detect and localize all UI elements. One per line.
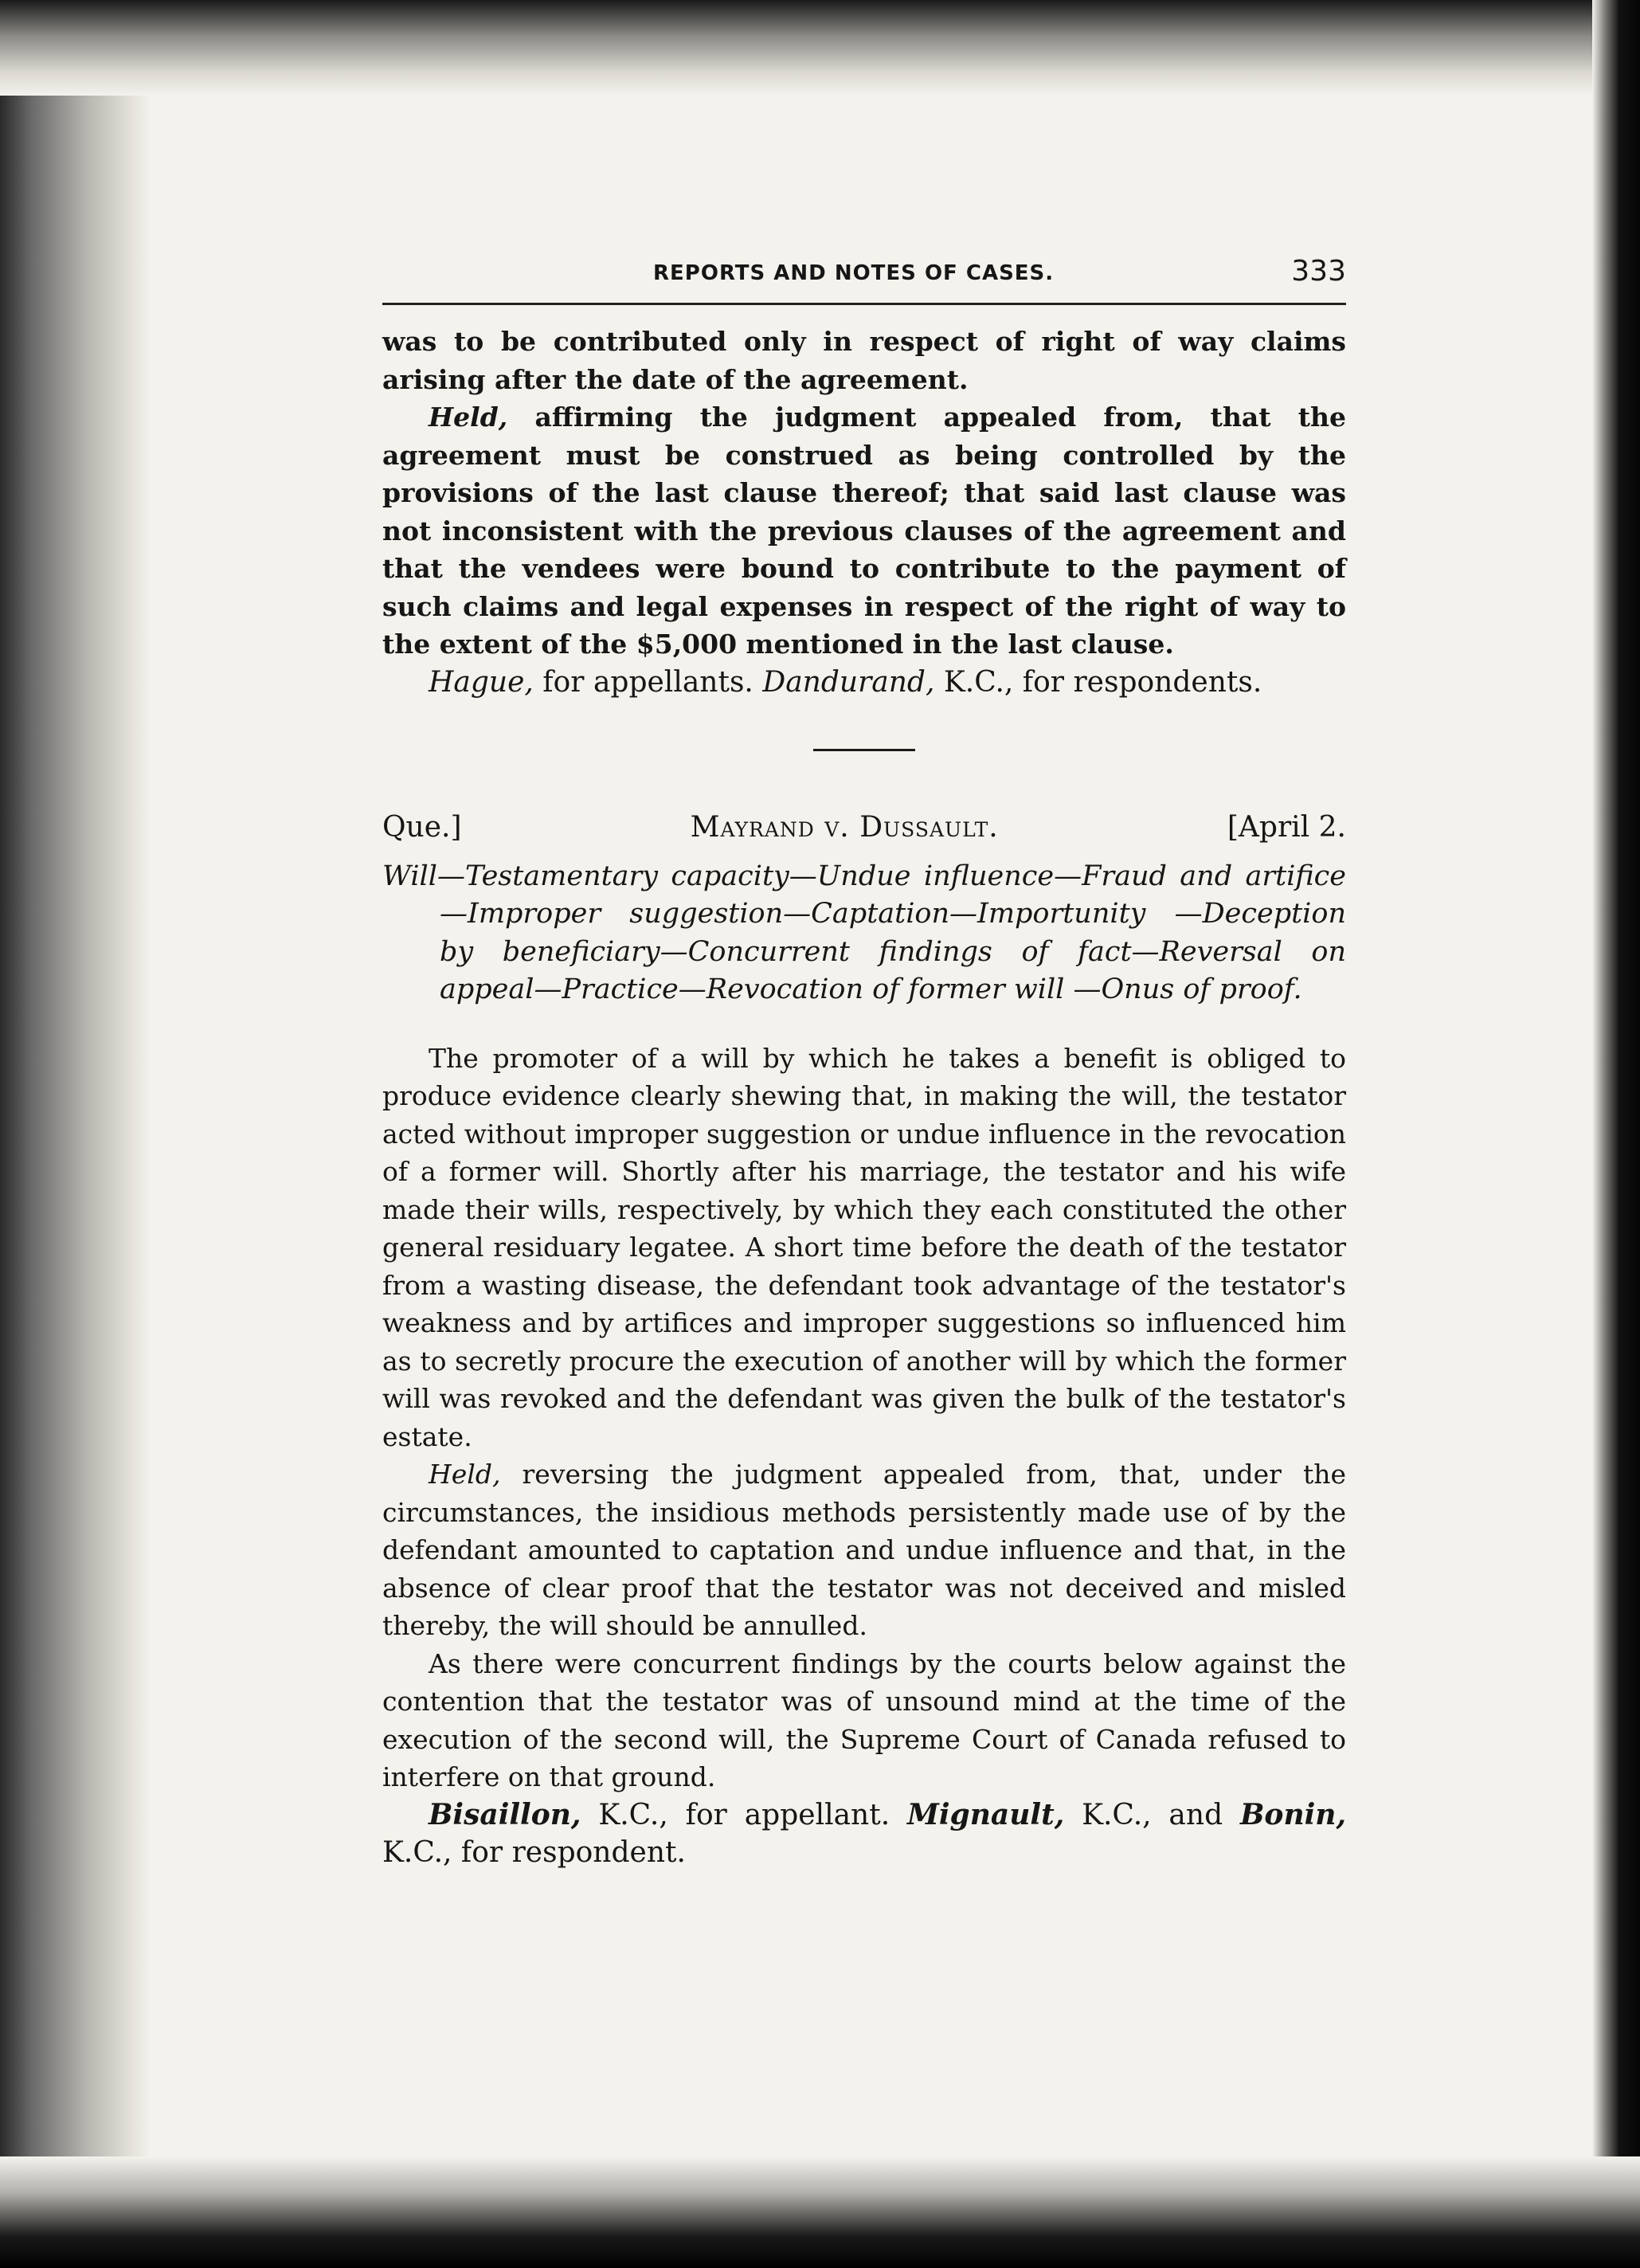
counsel-respondent-role: K.C., for respondents.	[943, 665, 1262, 699]
counsel-appellant-role: K.C., for appellant.	[598, 1798, 890, 1831]
page-header	[382, 255, 1346, 305]
case-1-held	[382, 398, 1346, 664]
scan-edge-left	[0, 0, 151, 2268]
scan-edge-right	[1592, 0, 1640, 2268]
case-2-held	[382, 1455, 1346, 1645]
running-head: REPORTS AND NOTES OF CASES.	[653, 261, 1055, 285]
case-2-para-1: The promoter of a will by which he takes a benefit is obliged to produce evidence clearly shewing that, in making the will, the testator acted without improper suggestion or undue influence in the revocation of a former will. Shortly after his marriage, the testator and his wife made their wills, respectively, by which they each constituted the other general residuary legatee. A short time before the death of the testator from a wasting disease, the defendant took advantage of the testator's weakness and by artifices and improper suggestions so influenced him as to secretly procure the execution of another will by which the former will was revoked and the defendant was given the bulk of the testator's estate.	[382, 1042, 1346, 1452]
counsel-and: K.C., and	[1082, 1798, 1223, 1831]
counsel-respondent-name-2: Bonin,	[1240, 1797, 1346, 1831]
counsel-appellant-name: Hague,	[429, 665, 534, 699]
case-2	[382, 809, 1346, 1872]
scan-edge-top	[0, 0, 1640, 96]
case-1-counsel	[382, 664, 1346, 702]
page-number: 333	[1291, 255, 1346, 288]
page-content	[382, 255, 1346, 1872]
counsel-respondent-name: Dandurand,	[762, 665, 935, 699]
case-divider	[813, 749, 915, 751]
counsel-respondent-name-1: Mignault,	[907, 1797, 1065, 1831]
case-2-counsel	[382, 1796, 1346, 1872]
held-label: Held,	[429, 402, 508, 433]
case-1	[382, 323, 1346, 701]
case-province: Que.]	[382, 811, 462, 844]
held-label: Held,	[429, 1459, 501, 1490]
case-2-heading	[382, 809, 1346, 847]
case-title: Mayrand v. Dussault.	[690, 811, 999, 844]
held-text: affirming the judgment appealed from, that the agreement must be construed as being controlled by the provisions of the last clause thereof; that said last clause was not inconsistent with the previous clauses of the agreement and that the vendees were bound to contribute to the payment of such claims and legal expenses in respect of the right of way to the extent of the $5,000 mentioned in the last clause.	[382, 402, 1346, 660]
case-1-continuation: was to be contributed only in respect of right of way claims arising after the date of the agreement.	[382, 326, 1346, 395]
case-date: [April 2.	[1227, 811, 1346, 844]
case-catchwords: Will—Testamentary capacity—Undue influence—Fraud and artifice—Improper suggestion—Captation—Importunity —Deception by beneficiary—Concurrent findings of fact—Reversal on appeal—Practice—Revocation of former will —Onus of proof.	[382, 860, 1346, 1005]
counsel-appellant-name: Bisaillon,	[429, 1797, 581, 1831]
case-2-para-3: As there were concurrent findings by the courts below against the contention that the testator was of unsound mind at the time of the execution of the second will, the Supreme Court of Canada refused to interfere on that ground.	[382, 1647, 1346, 1792]
counsel-appellant-role: for appellants.	[542, 665, 753, 699]
held-text: reversing the judgment appealed from, that, under the circumstances, the insidious methods persistently made use of by the defendant amounted to captation and undue influence and that, in the absence of clear proof that the testator was not deceived and misled thereby, the will should be annulled.	[382, 1459, 1346, 1641]
scan-edge-bottom	[0, 2156, 1640, 2268]
counsel-respondent-role: K.C., for respondent.	[382, 1836, 686, 1869]
